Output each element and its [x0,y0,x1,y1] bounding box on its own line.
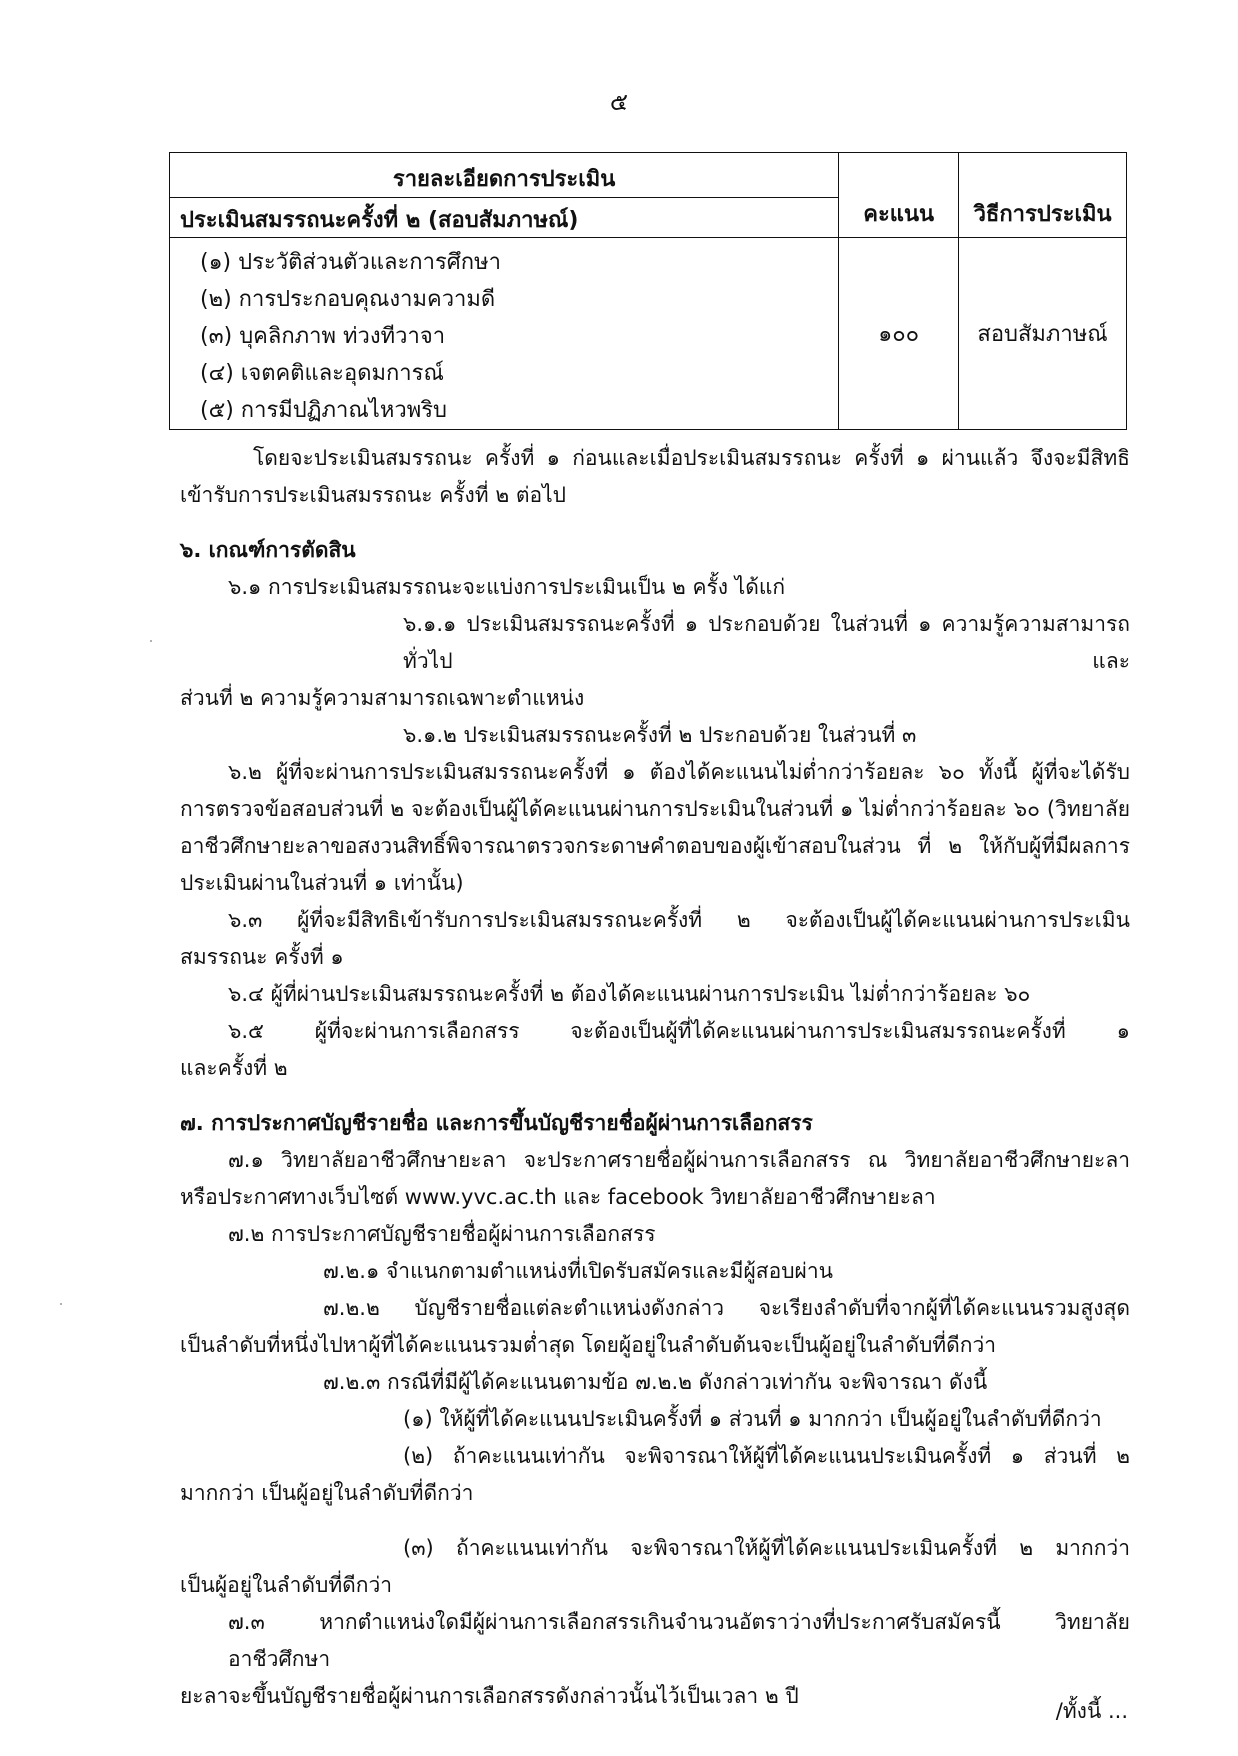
section-6-heading: ๖. เกณฑ์การตัดสิน [180,538,356,562]
section-6-1-1-a: ๖.๑.๑ ประเมินสมรรถนะครั้งที่ ๑ ประกอบด้วย ในส่วนที่ ๑ ความรู้ความสามารถทั่วไป และ [403,612,1130,673]
section-6-4: ๖.๔ ผู้ที่ผ่านประเมินสมรรถนะครั้งที่ ๒ ต้องได้คะแนนผ่านการประเมิน ไม่ต่ำกว่าร้อยละ ๖๐ [228,982,1031,1006]
section-6-3-b: สมรรถนะ ครั้งที่ ๑ [180,945,344,969]
criterion-3-b: เป็นผู้อยู่ในลำดับที่ดีกว่า [180,1573,393,1597]
scan-speck [60,1303,62,1305]
criterion-2-a: (๒) ถ้าคะแนนเท่ากัน จะพิจารณาให้ผู้ที่ได้คะแนนประเมินครั้งที่ ๑ ส่วนที่ ๒ [403,1444,1130,1468]
section-6-1: ๖.๑ การประเมินสมรรถนะจะแบ่งการประเมินเป็น ๒ ครั้ง ได้แก่ [228,575,786,599]
header-method: วิธีการประเมิน [959,153,1127,238]
page-number: ๕ [609,88,629,116]
header-title: รายละเอียดการประเมิน [392,167,616,192]
section-7-2-1: ๗.๒.๑ จำแนกตามตำแหน่งที่เปิดรับสมัครและมีผู้สอบผ่าน [323,1259,834,1283]
continuation-note: /ทั้งนี้ ... [1055,1699,1128,1723]
section-7-2-3: ๗.๒.๓ กรณีที่มีผู้ได้คะแนนตามข้อ ๗.๒.๒ ดังกล่าวเท่ากัน จะพิจารณา ดังนี้ [323,1370,988,1394]
list-item: (๓) บุคลิกภาพ ท่วงทีวาจา [200,324,446,349]
criterion-1: (๑) ให้ผู้ที่ได้คะแนนประเมินครั้งที่ ๑ ส่วนที่ ๑ มากกว่า เป็นผู้อยู่ในลำดับที่ดีกว่า [403,1407,1102,1431]
section-6-1-2: ๖.๑.๒ ประเมินสมรรถนะครั้งที่ ๒ ประกอบด้วย ในส่วนที่ ๓ [403,723,917,747]
header-subtitle: ประเมินสมรรถนะครั้งที่ ๒ (สอบสัมภาษณ์) [180,208,579,233]
section-7-3-b: ยะลาจะขึ้นบัญชีรายชื่อผู้ผ่านการเลือกสรรดังกล่าวนั้นไว้เป็นเวลา ๒ ปี [180,1684,799,1708]
method-cell: สอบสัมภาษณ์ [959,238,1127,430]
section-6-2-b: การตรวจข้อสอบส่วนที่ ๒ จะต้องเป็นผู้ได้คะแนนผ่านการประเมินในส่วนที่ ๑ ไม่ต่ำกว่าร้อยละ ๖๐ (วิทยาลัย [180,797,1130,821]
list-item: (๕) การมีปฏิภาณไหวพริบ [200,398,448,423]
assessment-table [169,152,1127,430]
section-7-2-2-b: เป็นลำดับที่หนึ่งไปหาผู้ที่ได้คะแนนรวมต่ำสุด โดยผู้อยู่ในลำดับต้นจะเป็นผู้อยู่ในลำดับที่ดีกว่า [180,1333,997,1357]
criterion-2-b: มากกว่า เป็นผู้อยู่ในลำดับที่ดีกว่า [180,1481,474,1505]
list-item: (๑) ประวัติส่วนตัวและการศึกษา [200,250,501,275]
criterion-3-a: (๓) ถ้าคะแนนเท่ากัน จะพิจารณาให้ผู้ที่ได้คะแนนประเมินครั้งที่ ๒ มากกว่า [403,1536,1130,1560]
section-6-2-d: ประเมินผ่านในส่วนที่ ๑ เท่านั้น) [180,871,464,895]
section-7-3-a: ๗.๓ หากตำแหน่งใดมีผู้ผ่านการเลือกสรรเกินจำนวนอัตราว่างที่ประกาศรับสมัครนี้ วิทยาลัยอาชีวศึกษา [228,1610,1130,1671]
section-6-5-b: และครั้งที่ ๒ [180,1056,288,1080]
section-6-3-a: ๖.๓ ผู้ที่จะมีสิทธิเข้ารับการประเมินสมรรถนะครั้งที่ ๒ จะต้องเป็นผู้ได้คะแนนผ่านการประเมิน [228,908,1130,932]
section-6-2-c: อาชีวศึกษายะลาขอสงวนสิทธิ์พิจารณาตรวจกระดาษคำตอบของผู้เข้าสอบในส่วน ที่ ๒ ให้กับผู้ที่มีผลการ [180,834,1130,858]
header-detail-cell [170,153,839,238]
scan-speck [150,640,152,642]
header-score: คะแนน [839,153,959,238]
section-7-1-a: ๗.๑ วิทยาลัยอาชีวศึกษายะลา จะประกาศรายชื่อผู้ผ่านการเลือกสรร ณ วิทยาลัยอาชีวศึกษายะลา [228,1148,1130,1172]
intro-line-2: เข้ารับการประเมินสมรรถนะ ครั้งที่ ๒ ต่อไป [180,483,566,507]
items-cell [170,238,839,430]
section-7-heading: ๗. การประกาศบัญชีรายชื่อ และการขึ้นบัญชีรายชื่อผู้ผ่านการเลือกสรร [180,1111,813,1135]
section-6-5-a: ๖.๕ ผู้ที่จะผ่านการเลือกสรร จะต้องเป็นผู้ที่ได้คะแนนผ่านการประเมินสมรรถนะครั้งที่ ๑ [228,1019,1130,1043]
section-7-1-b: หรือประกาศทางเว็บไซต์ www.yvc.ac.th และ facebook วิทยาลัยอาชีวศึกษายะลา [180,1185,936,1209]
table-body-row [170,238,1127,430]
list-item: (๒) การประกอบคุณงามความดี [200,287,496,312]
section-7-2: ๗.๒ การประกาศบัญชีรายชื่อผู้ผ่านการเลือกสรร [228,1222,656,1246]
list-item: (๔) เจตคติและอุดมการณ์ [200,361,444,386]
section-6-1-1-b: ส่วนที่ ๒ ความรู้ความสามารถเฉพาะตำแหน่ง [180,686,585,710]
document-body [180,440,1130,1715]
section-6-2-a: ๖.๒ ผู้ที่จะผ่านการประเมินสมรรถนะครั้งที่ ๑ ต้องได้คะแนนไม่ต่ำกว่าร้อยละ ๖๐ ทั้งนี้ ผู้ที่จะได้รับ [228,760,1130,784]
section-7-2-2-a: ๗.๒.๒ บัญชีรายชื่อแต่ละตำแหน่งดังกล่าว จะเรียงลำดับที่จากผู้ที่ได้คะแนนรวมสูงสุด [323,1296,1130,1320]
intro-line-1: โดยจะประเมินสมรรถนะ ครั้งที่ ๑ ก่อนและเมื่อประเมินสมรรถนะ ครั้งที่ ๑ ผ่านแล้ว จึงจะมีสิทธิ [253,446,1130,470]
table-header-row [170,153,1127,238]
score-cell: ๑๐๐ [839,238,959,430]
